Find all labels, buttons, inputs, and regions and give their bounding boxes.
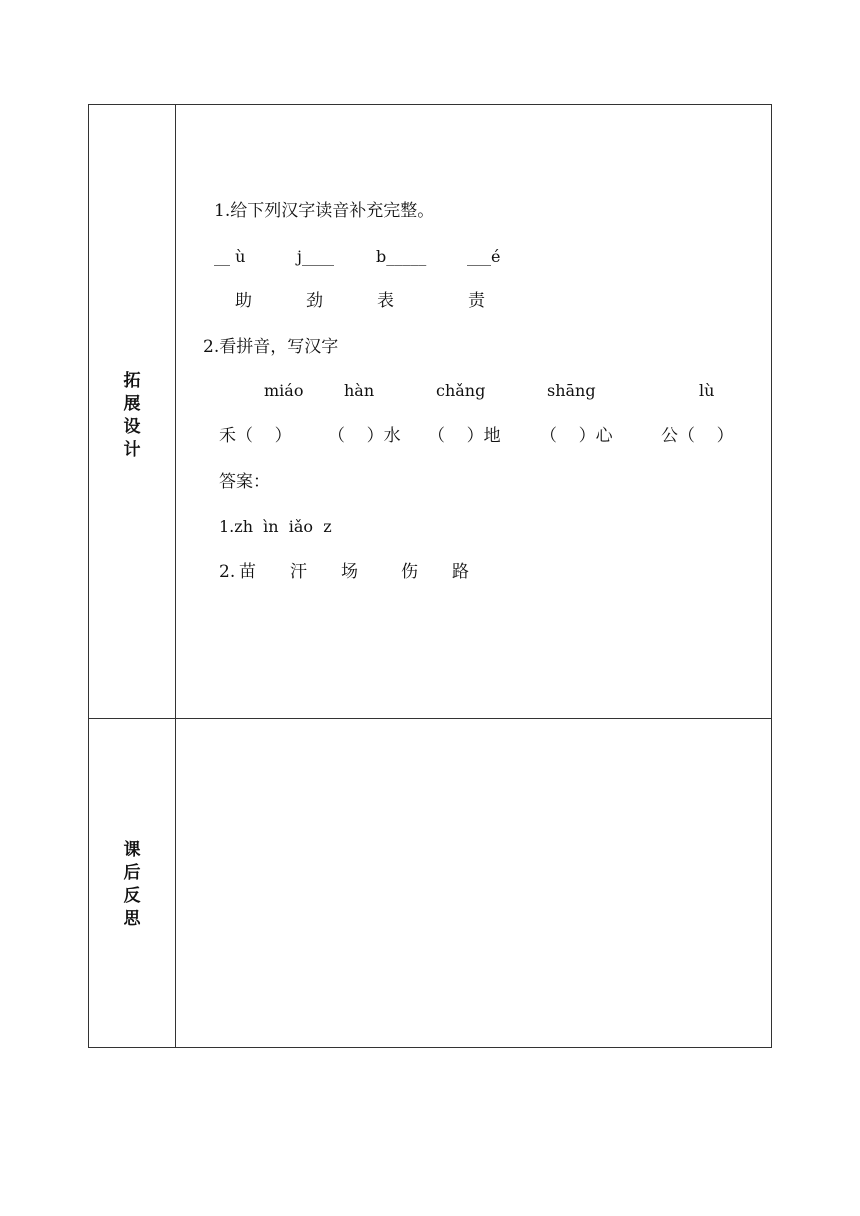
label-char: 计 [123,440,141,460]
label-char: 拓 [123,371,141,391]
label-char: 展 [123,394,141,414]
answer-blank: 禾（ ） [219,426,292,446]
label-char: 课 [123,840,141,860]
answer-char: 汗 [290,562,307,582]
hanzi-char: 助 [235,291,252,311]
pinyin-blank: b_____ [376,247,427,266]
answer-blank: （ ）水 [328,426,401,446]
row-content-cell-empty [176,719,772,1048]
pinyin-item: lù [699,381,715,400]
row-label-cell [89,719,176,1048]
answer-char: 苗 [239,562,256,582]
pinyin-blank: ___é [467,247,501,266]
answer-char: 路 [452,562,469,582]
pinyin-item: shāng [547,381,596,400]
hanzi-char: 表 [377,291,394,311]
answer-blank: 公（ ） [661,426,734,446]
label-char: 设 [123,417,141,437]
answer-label: 答案： [219,472,270,492]
answer-blank: （ ）心 [540,426,613,446]
table-row-reflection [89,719,772,1048]
row-label-extension-design [89,370,175,462]
pinyin-item: hàn [344,381,375,400]
hanzi-char: 责 [468,291,485,311]
pinyin-blank: __ ù [214,247,246,266]
row-label-cell [89,105,176,719]
answer-char: 场 [341,562,358,582]
answer-char: 伤 [401,562,418,582]
question-1-title: 1.给下列汉字读音补充完整。 [214,201,435,221]
answer-line-2-prefix: 2. [219,562,236,582]
label-char: 后 [123,863,141,883]
row-content-cell [176,105,772,719]
question-2-title: 2.看拼音，写汉字 [203,337,339,357]
pinyin-blank: j____ [297,247,334,266]
lesson-plan-table [88,104,772,1048]
hanzi-char: 劲 [306,291,323,311]
label-char: 思 [123,909,141,929]
answer-line-1: 1.zh ìn iǎo z [219,517,332,536]
answer-blank: （ ）地 [428,426,501,446]
pinyin-item: miáo [264,381,304,400]
row-label-after-class-reflection [89,839,175,931]
label-char: 反 [123,886,141,906]
table-row-extension [89,105,772,719]
pinyin-item: chǎng [436,381,486,400]
